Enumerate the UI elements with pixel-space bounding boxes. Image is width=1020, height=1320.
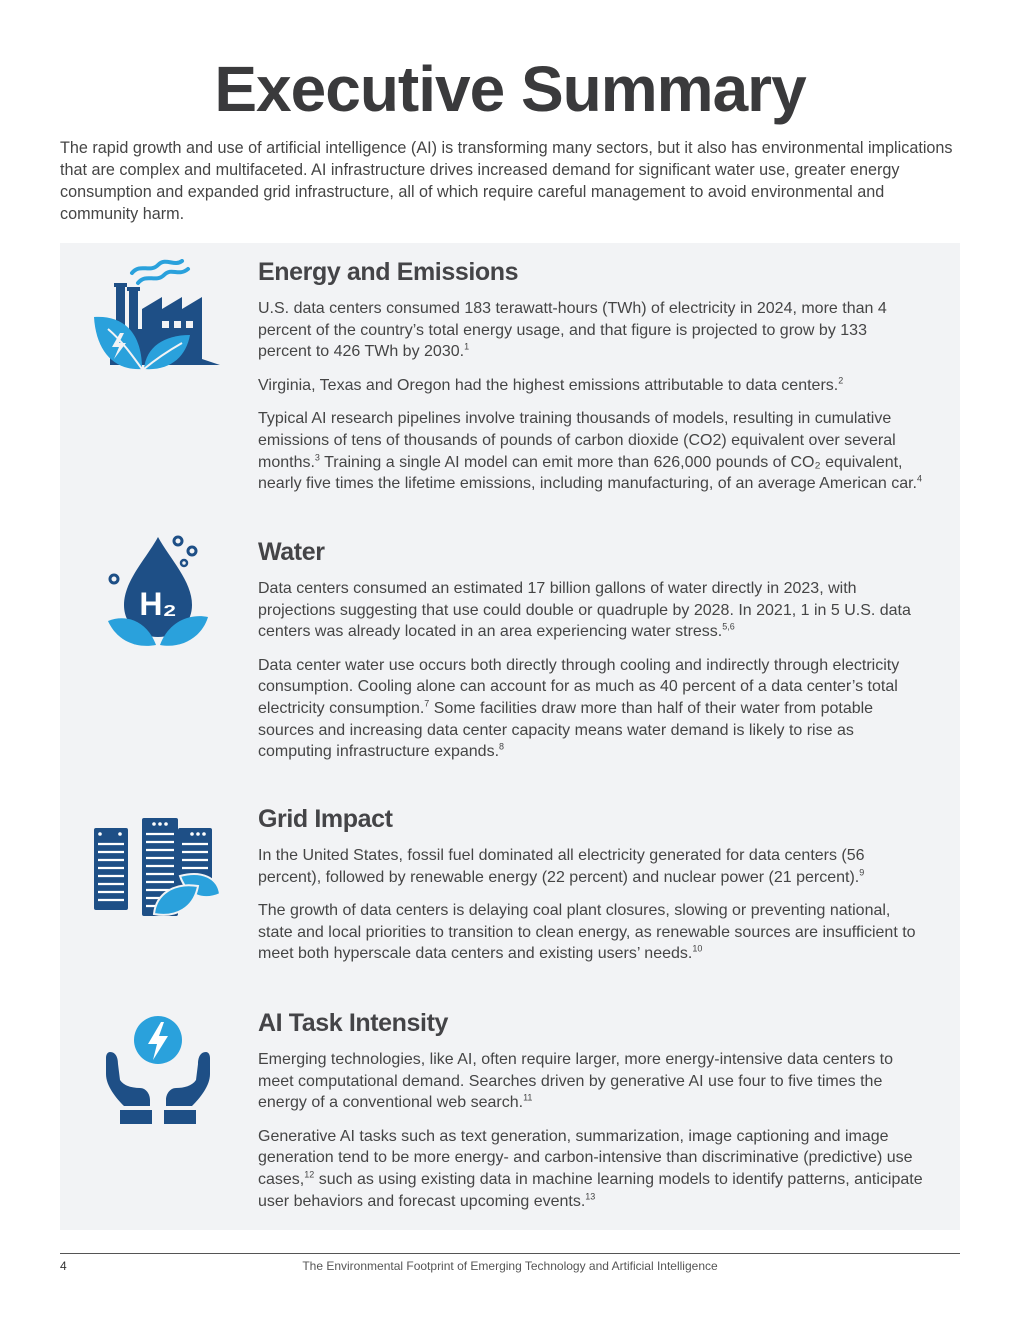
hands-energy-icon — [104, 1014, 212, 1126]
intro-paragraph: The rapid growth and use of artificial intelligence (AI) is transforming many sectors, but it also has environmental implications that are complex and multifaceted. AI infrastructure drives increased demand for significant water use, greater energy consumption and expanded grid infrastructure, all of which require careful management to avoid environmental and community harm. — [60, 139, 953, 223]
footnote-ref[interactable]: 9 — [859, 867, 865, 878]
section-heading: Energy and Emissions — [258, 258, 519, 286]
footer-divider — [60, 1253, 960, 1254]
section-paragraph: The growth of data centers is delaying coal plant closures, slowing or preventing national, state and local priorities to transition to clean energy, as renewable sources are insufficient to meet both hyperscale data centers and existing users’ needs.$^{10}$ — [258, 902, 916, 963]
footnote-ref[interactable]: 12 — [304, 1169, 315, 1180]
hydrogen-drop-icon — [106, 533, 210, 647]
footnote-ref[interactable]: 7 — [424, 698, 430, 709]
page-number: 4 — [60, 1259, 67, 1273]
footer-title: The Environmental Footprint of Emerging Technology and Artificial Intelligence — [302, 1259, 718, 1273]
footnote-ref[interactable]: 10 — [692, 944, 703, 955]
page-title: Executive Summary — [214, 53, 806, 125]
footnote-ref[interactable]: 3 — [314, 452, 320, 463]
footnote-ref[interactable]: 2 — [838, 375, 844, 386]
section-heading: AI Task Intensity — [258, 1009, 449, 1037]
section-paragraph: Virginia, Texas and Oregon had the highest emissions attributable to data centers.$^2$ — [258, 375, 844, 394]
section-paragraph: In the United States, fossil fuel dominated all electricity generated for data centers (56 percent), followed by renewable energy (22 percent) and nuclear power (21 percent).$^9$ — [258, 847, 865, 886]
footnote-ref[interactable]: 11 — [523, 1092, 533, 1103]
footnote-ref[interactable]: 8 — [499, 741, 505, 752]
section-paragraph: Emerging technologies, like AI, often require larger, more energy-intensive data centers to meet computational demand. Searches driven by generative AI use four to five times the energy of a conventional web search.$^{11}$ — [258, 1051, 894, 1112]
factory-leaf-icon — [92, 259, 222, 377]
section-paragraph: Data centers consumed an estimated 17 billion gallons of water directly in 2023, with projections suggesting that use could double or quadruple by 2028. In 2021, 1 in 5 U.S. data centers was already located in an area experiencing water stress.$^{5,6}$ — [258, 580, 911, 641]
footnote-ref[interactable]: 5,6 — [722, 621, 735, 632]
section-heading: Water — [258, 538, 325, 566]
section-heading: Grid Impact — [258, 805, 393, 833]
section-paragraph: Data center water use occurs both directly through cooling and indirectly through electricity consumption. Cooling alone can account for as much as 40 percent of a data center’s total electricity consumption.$^7$ Some facilities draw more than half of their water from potable sources and increasing data center capacity means water demand is likely to rise as computing infrastructure expands.$^8$ — [258, 656, 900, 761]
section-paragraph: Generative AI tasks such as text generation, summarization, image captioning and image generation tend to be more energy- and carbon-intensive than discriminative (predictive) use cases,$^{12}$ such as using existing data in machine learning models to identify patterns, anticipate user behaviors and forecast upcoming events.$^{13}$ — [258, 1127, 923, 1210]
section-paragraph: Typical AI research pipelines involve training thousands of models, resulting in cumulative emissions of tens of thousands of pounds of carbon dioxide (CO2) equivalent over several months.$^3$ Training a single AI model can emit more than 626,000 pounds of CO₂ equivalent, nearly five times the lifetime emissions, including manufacturing, of an average American car.$^4$ — [258, 410, 922, 493]
section-content — [258, 1008, 923, 1224]
h2-label: H₂ — [139, 586, 177, 622]
footnote-ref[interactable]: 4 — [916, 473, 922, 484]
section-paragraph: U.S. data centers consumed 183 terawatt-hours (TWh) of electricity in 2024, more than 4 percent of the country’s total energy usage, and that figure is projected to grow by 133 percent to 426 TWh by 2030.$^1$ — [258, 300, 887, 361]
server-rack-leaf-icon — [94, 814, 222, 918]
section-content — [258, 537, 923, 775]
footnote-ref[interactable]: 13 — [585, 1191, 596, 1202]
section-content — [258, 257, 923, 507]
summary-panel — [60, 243, 960, 1230]
footnote-ref[interactable]: 1 — [464, 341, 470, 352]
section-content — [258, 804, 923, 977]
